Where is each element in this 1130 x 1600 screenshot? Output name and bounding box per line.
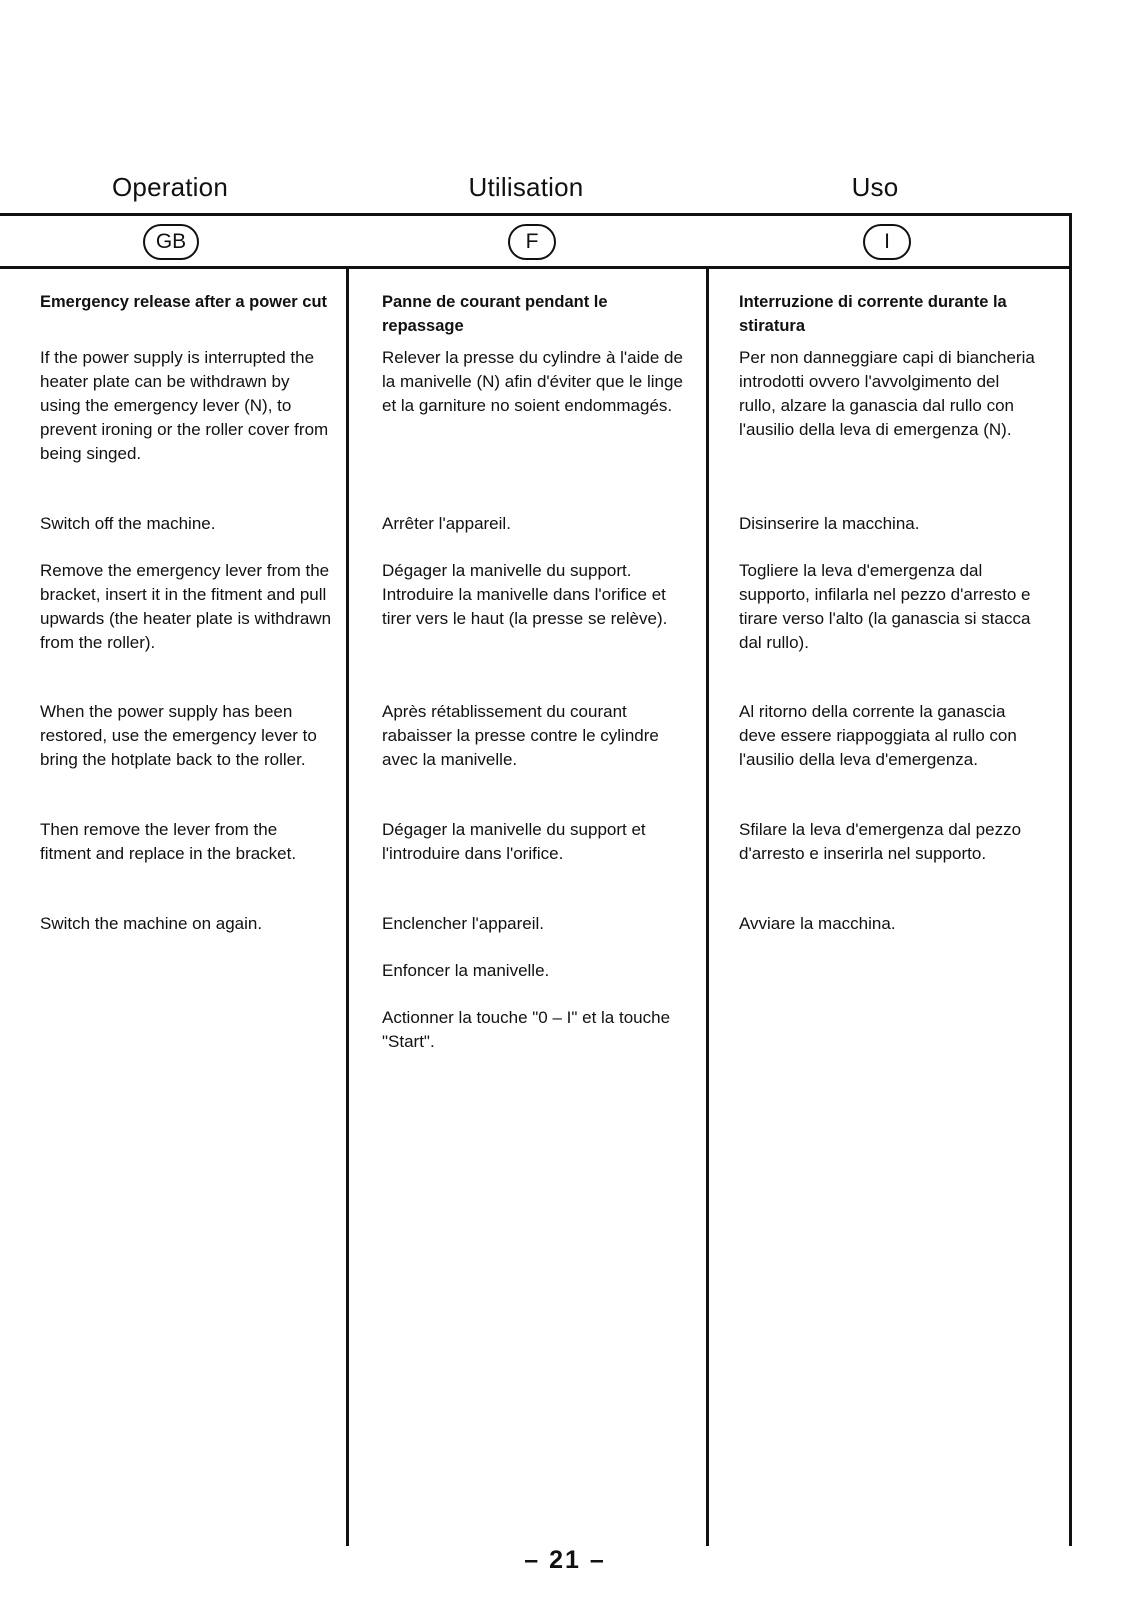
instruction-paragraph: Avviare la macchina. bbox=[739, 914, 896, 933]
instruction-paragraph: Dégager la manivelle du support et l'introduire dans l'orifice. bbox=[382, 820, 646, 863]
column-divider-3 bbox=[1069, 268, 1072, 1546]
column-english bbox=[40, 290, 332, 936]
header-top-rule bbox=[0, 213, 1072, 216]
section-heading: Emergency release after a power cut bbox=[40, 293, 328, 311]
language-badge-gb: GB bbox=[143, 224, 199, 260]
instruction-paragraph: Relever la presse du cylindre à l'aide de la manivelle (N) afin d'éviter que le linge et la garniture no soient endommagés. bbox=[382, 348, 683, 415]
section-heading: Panne de courant pendant le repassage bbox=[382, 293, 608, 335]
instruction-paragraph: Après rétablissement du courant rabaisser la presse contre le cylindre avec la manivelle. bbox=[382, 702, 659, 769]
instruction-paragraph: Dégager la manivelle du support. Introduire la manivelle dans l'orifice et tirer vers le haut (la presse se relève). bbox=[382, 561, 668, 628]
column-title-uso: Uso bbox=[851, 172, 899, 202]
instruction-paragraph: Sfilare la leva d'emergenza dal pezzo d'arresto e inserirla nel supporto. bbox=[739, 820, 1022, 863]
instruction-paragraph: Arrêter l'appareil. bbox=[382, 514, 511, 533]
header-right-rule bbox=[1069, 213, 1072, 269]
instruction-paragraph: Al ritorno della corrente la ganascia deve essere riappoggiata al rullo con l'ausilio della leva d'emergenza. bbox=[739, 702, 1017, 769]
column-title-utilisation: Utilisation bbox=[468, 172, 584, 202]
language-badge-f: F bbox=[508, 224, 556, 260]
column-french bbox=[382, 290, 690, 1054]
instruction-paragraph: If the power supply is interrupted the heater plate can be withdrawn by using the emergency lever (N), to prevent ironing or the roller cover from being singed. bbox=[40, 348, 329, 463]
instruction-paragraph: When the power supply has been restored, use the emergency lever to bring the hotplate back to the roller. bbox=[40, 702, 317, 769]
instruction-paragraph: Then remove the lever from the fitment and replace in the bracket. bbox=[40, 820, 297, 863]
section-heading: Interruzione di corrente durante la stiratura bbox=[739, 293, 1007, 335]
language-badge-i: I bbox=[863, 224, 911, 260]
instruction-paragraph: Togliere la leva d'emergenza dal supporto, infilarla nel pezzo d'arresto e tirare verso l'alto (la ganascia si stacca dal rullo). bbox=[739, 561, 1031, 652]
instruction-paragraph: Enclencher l'appareil. bbox=[382, 914, 545, 933]
instruction-paragraph: Switch off the machine. bbox=[40, 514, 216, 533]
page-number: – 21 – bbox=[524, 1546, 606, 1574]
instruction-paragraph: Per non danneggiare capi di biancheria introdotti ovvero l'avvolgimento del rullo, alzare la ganascia dal rullo con l'ausilio della leva di emergenza (N). bbox=[739, 348, 1035, 439]
instruction-paragraph: Enfoncer la manivelle. bbox=[382, 961, 550, 980]
column-italian bbox=[739, 290, 1039, 936]
instruction-paragraph: Switch the machine on again. bbox=[40, 914, 263, 933]
column-divider-2 bbox=[706, 268, 709, 1546]
instruction-paragraph: Remove the emergency lever from the bracket, insert it in the fitment and pull upwards (the heater plate is withdrawn from the roller). bbox=[40, 561, 332, 652]
instruction-paragraph: Actionner la touche "0 – I" et la touche "Start". bbox=[382, 1008, 671, 1051]
column-title-operation: Operation bbox=[112, 172, 228, 202]
column-divider-1 bbox=[346, 268, 349, 1546]
header-bottom-rule bbox=[0, 266, 1072, 269]
instruction-paragraph: Disinserire la macchina. bbox=[739, 514, 920, 533]
